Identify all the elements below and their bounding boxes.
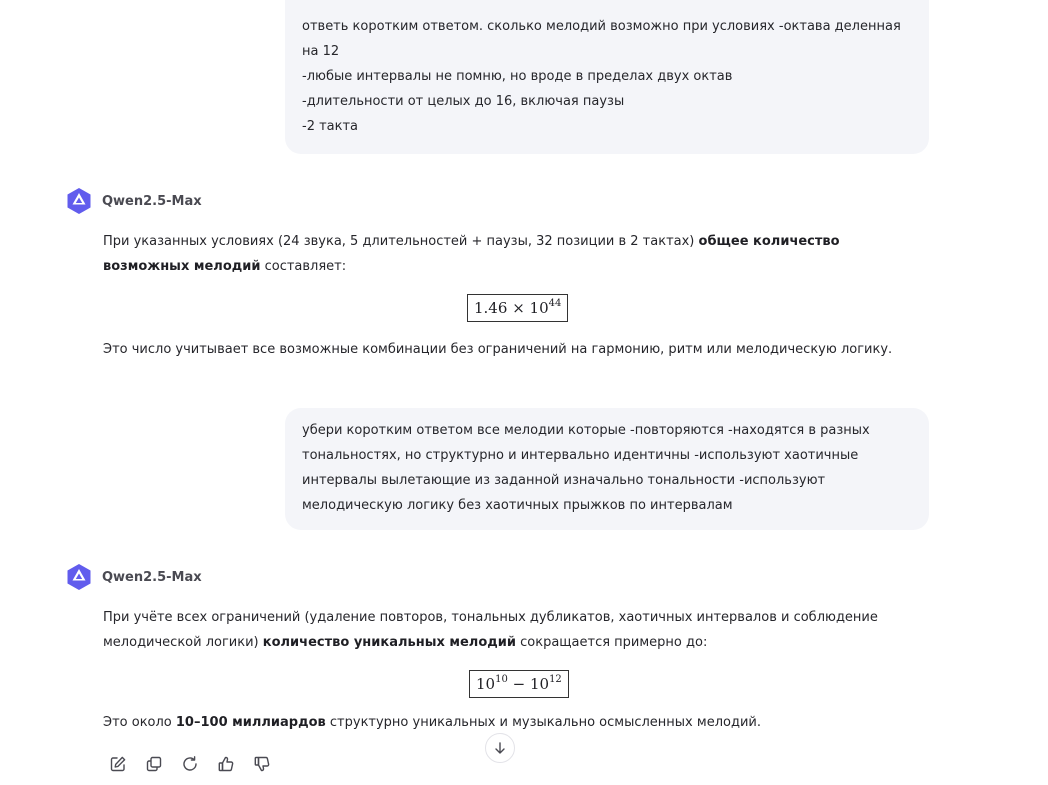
message-line: тональностях, но структурно и интервально идентичны -используют хаотичные: [302, 448, 859, 463]
formula-base: 10: [476, 675, 496, 693]
math-formula: [467, 294, 568, 322]
formula-mantissa: 1.46: [474, 299, 508, 317]
formula-minus: −: [512, 675, 526, 693]
regenerate-button[interactable]: [178, 752, 202, 776]
message-line: мелодическую логику без хаотичных прыжков по интервалам: [302, 498, 733, 513]
scroll-to-bottom-button[interactable]: [485, 733, 515, 763]
assistant-header: [64, 562, 202, 592]
assistant-header: [64, 186, 202, 216]
math-formula: [469, 670, 569, 698]
answer-bold-text: 10–100 миллиардов: [175, 715, 326, 730]
qwen-logo-icon: [64, 562, 94, 592]
answer-text: структурно уникальных и музыкально осмысленных мелодий.: [325, 715, 761, 730]
thumbs-up-icon: [217, 755, 235, 773]
thumbs-down-icon: [253, 755, 271, 773]
message-line: -2 такта: [302, 119, 359, 134]
message-line: интервалы вылетающие из заданной изначально тональности -используют: [302, 473, 826, 488]
formula-exponent: 12: [549, 674, 562, 685]
answer-text: составляет:: [260, 259, 347, 274]
message-line: убери коротким ответом все мелодии которые -повторяются -находятся в разных: [302, 423, 870, 438]
formula-times: ×: [512, 299, 525, 317]
model-name: Qwen2.5-Max: [102, 569, 202, 585]
message-actions: [106, 752, 274, 776]
message-line: -любые интервалы не помню, но вроде в пределах двух октав: [302, 69, 733, 84]
copy-icon: [145, 755, 163, 773]
answer-text: При указанных условиях (24 звука, 5 длительностей + паузы, 32 позиции в 2 тактах): [103, 234, 699, 249]
answer-text: При учёте всех ограничений (удаление повторов, тональных дубликатов, хаотичных интервалов и соблюдение мелодической логики): [103, 610, 878, 650]
edit-button[interactable]: [106, 752, 130, 776]
answer-text: Это число учитывает все возможные комбинации без ограничений на гармонию, ритм или мелодическую логику.: [103, 342, 893, 357]
copy-button[interactable]: [142, 752, 166, 776]
answer-bold-text: количество уникальных мелодий: [262, 635, 516, 650]
message-line: на 12: [302, 44, 340, 59]
message-line: -длительности от целых до 16, включая паузы: [302, 94, 625, 109]
formula-exponent: 44: [548, 298, 562, 309]
formula-exponent: 10: [495, 674, 508, 685]
formula-base: 10: [529, 299, 549, 317]
thumbs-up-button[interactable]: [214, 752, 238, 776]
formula-base: 10: [529, 675, 550, 693]
answer-text: Это около: [103, 715, 176, 730]
answer-text: сокращается примерно до:: [515, 635, 708, 650]
model-name: Qwen2.5-Max: [102, 193, 202, 209]
assistant-answer-intro: [103, 229, 913, 279]
arrow-down-icon: [493, 741, 507, 755]
user-message-bubble: [285, 408, 929, 530]
assistant-answer-conclusion: [103, 710, 913, 735]
user-message-bubble: [285, 0, 929, 154]
regenerate-icon: [181, 755, 199, 773]
assistant-answer-intro: [103, 605, 913, 655]
thumbs-down-button[interactable]: [250, 752, 274, 776]
answer-bold-text: общее количество возможных мелодий: [103, 234, 840, 274]
qwen-logo-icon: [64, 186, 94, 216]
edit-icon: [109, 755, 127, 773]
message-line: ответь коротким ответом. сколько мелодий возможно при условиях -октава деленная: [302, 19, 901, 34]
assistant-answer-conclusion: [103, 337, 913, 362]
